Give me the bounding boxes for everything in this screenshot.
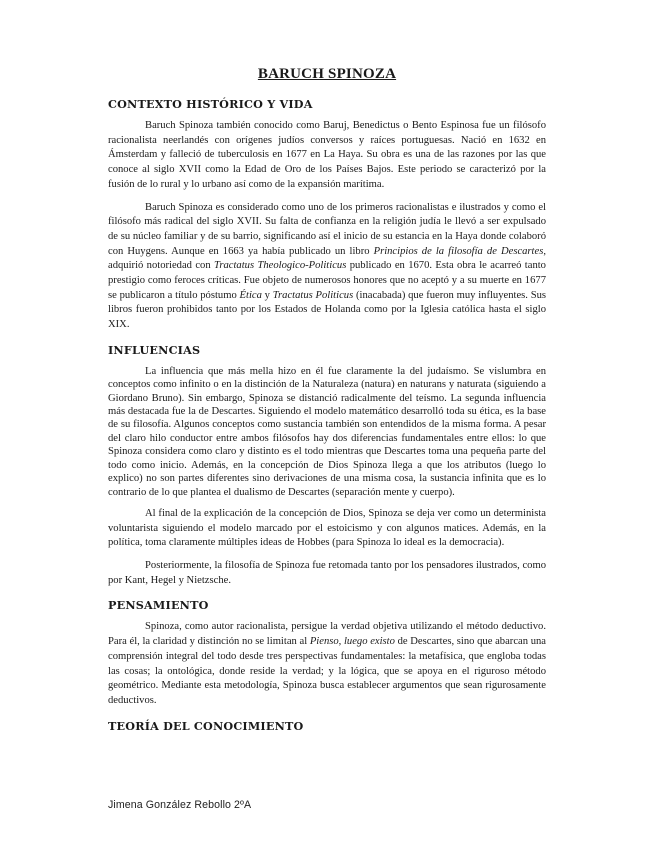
text-run: Baruch Spinoza es considerado como uno de los primeros racionalistas e ilustrados y como el filósofo más radical del siglo XVII. Su falta de confianza en la religión judía le llevó a ser expulsado de su núcleo familiar y de su barrio, significando así el inicio de su estancia en la Haya donde colaboró con Huygens. Aunque en 1663 ya había publicado un libro xyxy=(108,201,546,257)
book-title-tractatus-politicus: Tractatus Politicus xyxy=(272,289,354,301)
paragraph-pensamiento-1 xyxy=(108,620,546,708)
text-run: de Descartes, sino que abarcan una comprensión integral del todo desde tres perspectivas fundamentales: la metafísica, que engloba todas las cosas; la ontológica, donde reside la verdad; y la lógica, que se apoya en el riguroso método geométrico. Mediante esta metodología, Spinoza busca establecer argumentos que sean rigurosamente deductivos. xyxy=(108,636,546,706)
document-title: BARUCH SPINOZA xyxy=(257,66,397,82)
text-run: publicado en 1670. Esta obra le acarreó tanto prestigio como feroces críticas. Fue objeto de numerosos honores que no aceptó y a su muerte en 1677 se publicaron a título póstumo xyxy=(108,260,546,301)
text-run: Spinoza, como autor racionalista, persigue la verdad objetiva utilizando el método deductivo. Para él, la claridad y distinción no se limitan al xyxy=(108,621,546,648)
paragraph-contexto-1: Baruch Spinoza también conocido como Baruj, Benedictus o Bento Espinosa fue un filósofo racionalista neerlandés con orígenes judíos conversos y raíces portuguesas. Nació en 1632 en Ámsterdam y falleció de tuberculosis en 1677 en La Haya. Su obra es una de las razones por las que conoce al siglo XVII como la Edad de Oro de los Países Bajos. Este periodo se caracterizó por la fusión de lo rural y lo urbano así como de la expansión marítima. xyxy=(108,120,546,190)
book-title-tractatus-theologico: Tractatus Theologico-Politicus xyxy=(214,260,347,272)
heading-contexto: CONTEXTO HISTÓRICO Y VIDA xyxy=(108,97,313,111)
text-run: (inacabada) que fueron muy influyentes. Sus libros fueron prohibidos tanto por los Estados de Holanda como por la Iglesia católica hasta el siglo XIX. xyxy=(108,289,547,331)
book-title-etica: Ética xyxy=(239,289,262,301)
quote-pienso-luego-existo: Pienso, luego existo xyxy=(309,636,395,648)
document-page xyxy=(108,62,546,741)
paragraph-influencias-3: Posteriormente, la filosofía de Spinoza fue retomada tanto por los pensadores ilustrados, como por Kant, Hegel y Nietzsche. xyxy=(108,560,546,586)
page-footer-author: Jimena González Rebollo 2ºA xyxy=(108,799,252,811)
heading-pensamiento: PENSAMIENTO xyxy=(108,598,209,613)
heading-teoria-conocimiento: TEORÍA DEL CONOCIMIENTO xyxy=(108,718,304,733)
heading-influencias: INFLUENCIAS xyxy=(108,342,201,357)
paragraph-contexto-2 xyxy=(108,201,546,333)
book-title-principios: Principios de la filosofía de Descartes xyxy=(373,245,544,257)
text-run: y xyxy=(261,289,273,301)
paragraph-influencias-1: La influencia que más mella hizo en él fue claramente la del judaísmo. Se vislumbra en conceptos como infinito o en la distinción de la Naturaleza (natura) en naturans y naturata (siguiendo a Giordano Bruno). Sin embargo, Spinoza se distanció radicalmente del teísmo. La segunda influencia más destacada fue la de Descartes. Siguiendo el modelo matemático desarrolló toda su ética, es la base de su filosofía. Algunos conceptos como sustancia también son entendidos de la misma forma. A pesar del claro hilo conductor entre ambos filósofos hay dos diferencias fundamentales entre ellos: lo que Spinoza considera como claro y distinto es el todo mientras que Descartes toma una pequeña parte del todo como inicio. Además, en la concepción de Dios Spinoza llega a que los atributos (luego lo explico) no son partes diferentes sino derivaciones de una misma cosa, la sustancia infinita que es lo contrario de lo que plantea el dualismo de Descartes (separación mente y cuerpo). xyxy=(108,365,546,498)
text-run: , adquirió notoriedad con xyxy=(108,245,546,272)
paragraph-influencias-2: Al final de la explicación de la concepción de Dios, Spinoza se deja ver como un determinista voluntarista siguiendo el modelo marcado por el estoicismo y con algunos matices. Además, en la política, toma claramente múltiples ideas de Hobbes (para Spinoza lo ideal es la democracia). xyxy=(108,507,546,549)
